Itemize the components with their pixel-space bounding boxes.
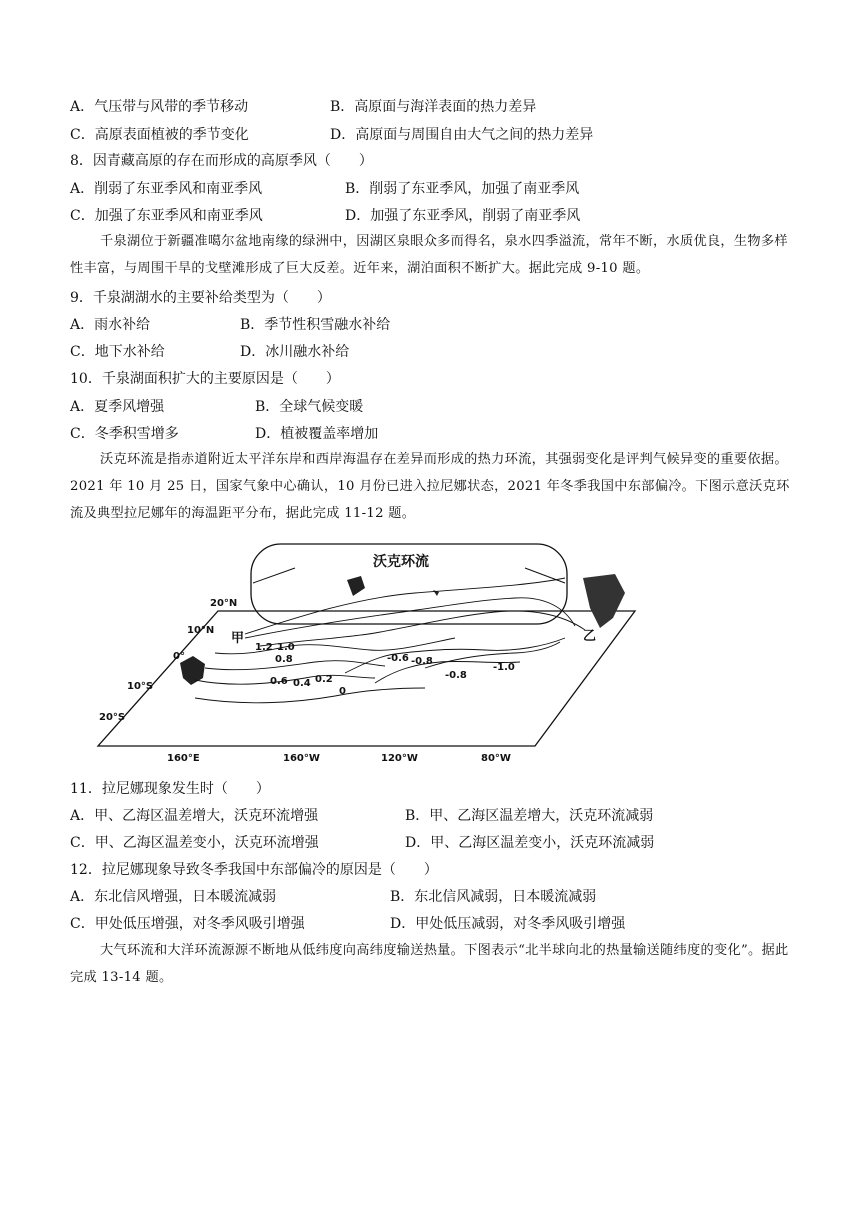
contour-label-3: 0.8 <box>275 654 293 665</box>
land-central-america <box>583 574 625 628</box>
figure-title: 沃克环流 <box>373 554 429 570</box>
contour-label-6: 0.2 <box>315 674 333 685</box>
q11-option-d: D．甲、乙海区温差变小，沃克环流减弱 <box>405 835 655 851</box>
q9-option-b: B．季节性积雪融水补给 <box>240 317 391 333</box>
q8-stem: 8．因青藏高原的存在而形成的高原季风（ ） <box>70 153 373 169</box>
loop-arrow-left <box>253 568 295 583</box>
contour-label-1: 1.2 <box>255 642 273 653</box>
contour-label-10: -1.0 <box>493 662 515 673</box>
lon-label-160w: 160°W <box>283 753 320 764</box>
lat-label-10s: 10°S <box>127 681 154 692</box>
walker-circulation-figure <box>95 538 645 764</box>
q8-option-d: D．加强了东亚季风，削弱了南亚季风 <box>345 208 581 224</box>
q8-option-b: B．削弱了东亚季风，加强了南亚季风 <box>345 181 580 197</box>
q10-option-d: D．植被覆盖率增加 <box>255 426 379 442</box>
lat-label-20s: 20°S <box>99 712 126 723</box>
lon-label-120w: 120°W <box>381 753 418 764</box>
q11-option-b: B．甲、乙海区温差增大，沃克环流减弱 <box>405 808 654 824</box>
q9-stem: 9．千泉湖湖水的主要补给类型为（ ） <box>70 290 331 306</box>
q12-option-b: B．东北信风减弱，日本暖流减弱 <box>390 889 597 905</box>
region-label-yi: 乙 <box>583 629 597 644</box>
q10-option-b: B．全球气候变暖 <box>255 399 364 415</box>
passage-lake: 千泉湖位于新疆准噶尔盆地南缘的绿洲中，因湖区泉眼众多而得名，泉水四季溢流，常年不断，水质优良，生物多样性丰富，与周围干旱的戈壁滩形成了巨大反差。近年来，湖泊面积不断扩大。据此完成 9-10 题。 <box>70 234 788 276</box>
contour-label-4: 0.6 <box>270 676 288 687</box>
passage-heat: 大气环流和大洋环流源源不断地从低纬度向高纬度输送热量。下图表示“北半球向北的热量输送随纬度的变化”。据此完成 13-14 题。 <box>70 943 789 985</box>
contour-label-11: -0.8 <box>445 670 467 681</box>
q7-option-d: D．高原面与周围自由大气之间的热力差异 <box>330 127 594 143</box>
q8-option-c: C．加强了东亚季风和南亚季风 <box>70 208 263 224</box>
q11-stem: 11．拉尼娜现象发生时（ ） <box>70 781 270 797</box>
q9-option-a: A．雨水补给 <box>70 317 151 333</box>
q12-option-a: A．东北信风增强，日本暖流减弱 <box>70 889 277 905</box>
q12-option-d: D．甲处低压减弱，对冬季风吸引增强 <box>390 916 626 932</box>
contour-label-7: 0 <box>339 686 346 697</box>
lat-label-20n: 20°N <box>210 598 238 609</box>
q7-option-a: A．气压带与风带的季节移动 <box>70 99 249 115</box>
contour-label-5: 0.4 <box>293 678 311 689</box>
q10-option-a: A．夏季风增强 <box>70 399 165 415</box>
contour-label-2: 1.0 <box>277 642 295 653</box>
q9-option-d: D．冰川融水补给 <box>240 344 350 360</box>
land-hawaii <box>347 576 365 596</box>
q8-option-a: A．削弱了东亚季风和南亚季风 <box>70 181 263 197</box>
q11-option-c: C．甲、乙海区温差变小，沃克环流增强 <box>70 835 319 851</box>
q12-stem: 12．拉尼娜现象导致冬季我国中东部偏冷的原因是（ ） <box>70 862 438 878</box>
contour-lines <box>195 578 585 703</box>
q9-option-c: C．地下水补给 <box>70 344 165 360</box>
q7-option-c: C．高原表面植被的季节变化 <box>70 127 249 143</box>
contour-label-8: -0.6 <box>387 653 409 664</box>
lon-label-80w: 80°W <box>481 753 511 764</box>
map-frame <box>98 611 635 746</box>
q7-option-b: B．高原面与海洋表面的热力差异 <box>330 99 537 115</box>
loop-arrow-right <box>525 568 565 583</box>
q10-stem: 10．千泉湖面积扩大的主要原因是（ ） <box>70 371 340 387</box>
lon-label-160e: 160°E <box>167 753 200 764</box>
lat-label-10n: 10°N <box>187 625 215 636</box>
region-label-jia: 甲 <box>231 631 245 646</box>
contour-label-9: -0.8 <box>411 656 433 667</box>
q10-option-c: C．冬季积雪增多 <box>70 426 179 442</box>
lat-label-0: 0° <box>173 651 185 662</box>
passage-walker: 沃克环流是指赤道附近太平洋东岸和西岸海温存在差异而形成的热力环流，其强弱变化是评判气候异变的重要依据。2021 年 10 月 25 日，国家气象中心确认，10 月份已进入拉尼娜状态，2021 年冬季我国中东部偏冷。下图示意沃克环流及典型拉尼娜年的海温距平分布，据此完成 11-12 题。 <box>70 452 790 521</box>
q11-option-a: A．甲、乙海区温差增大，沃克环流增强 <box>70 808 319 824</box>
q12-option-c: C．甲处低压增强，对冬季风吸引增强 <box>70 916 305 932</box>
